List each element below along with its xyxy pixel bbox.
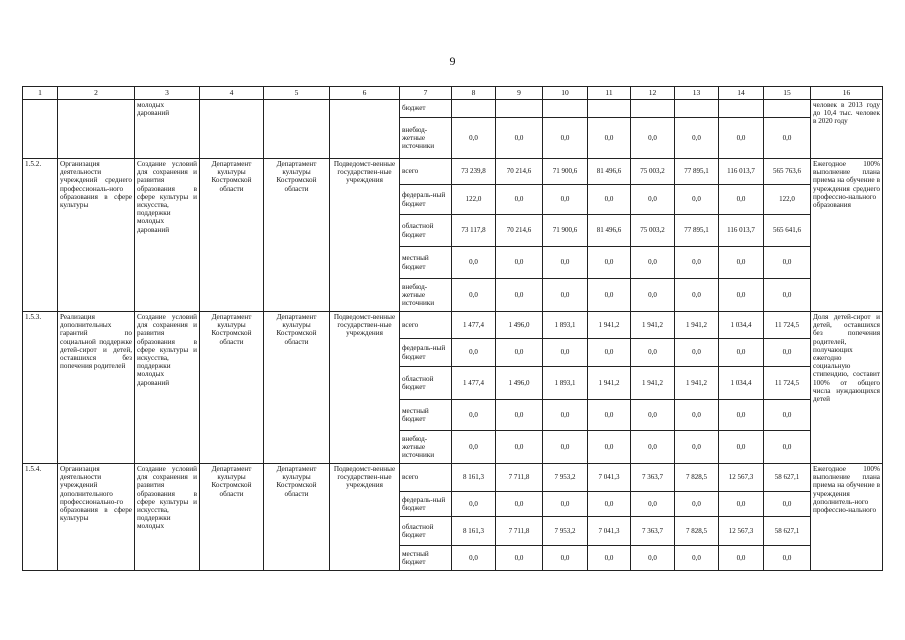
amount-cell: 11 724,5 xyxy=(764,312,811,339)
amount-cell: 0,0 xyxy=(719,492,764,517)
amount-cell: 0,0 xyxy=(543,185,588,215)
row-id xyxy=(23,100,58,159)
amount-cell: 0,0 xyxy=(675,400,719,431)
table-row xyxy=(23,464,883,492)
amount-cell: 81 496,6 xyxy=(588,215,631,247)
amount-cell: 0,0 xyxy=(631,431,675,464)
funding-source: местный бюджет xyxy=(400,400,452,431)
amount-cell: 1 034,4 xyxy=(719,367,764,400)
amount-cell: 0,0 xyxy=(496,279,543,312)
column-header: 1 xyxy=(23,87,58,100)
customer: Департамент культуры Костромской области xyxy=(200,159,264,312)
amount-cell: 7 953,2 xyxy=(543,464,588,492)
amount-cell: 0,0 xyxy=(675,279,719,312)
amount-cell xyxy=(764,100,811,118)
amount-cell: 0,0 xyxy=(675,339,719,367)
participants: Подведомст-венные государствен-ные учреждения xyxy=(330,312,400,464)
amount-cell xyxy=(631,100,675,118)
amount-cell: 0,0 xyxy=(631,118,675,159)
amount-cell: 0,0 xyxy=(631,247,675,279)
funding-source: внебюд-жетные источники xyxy=(400,118,452,159)
amount-cell: 0,0 xyxy=(588,279,631,312)
amount-cell: 565 641,6 xyxy=(764,215,811,247)
amount-cell: 7 828,5 xyxy=(675,464,719,492)
amount-cell: 0,0 xyxy=(675,431,719,464)
event-name: Организация деятельности учреждений дополнительного профессионально-го образования в сфере культуры xyxy=(58,464,135,571)
amount-cell: 7 711,8 xyxy=(496,517,543,546)
funding-source: областной бюджет xyxy=(400,517,452,546)
expected-result: Ежегодное 100% выполнение плана приема на обучение в учреждения среднего профессио-нального образования xyxy=(811,159,883,312)
participants: Подведомст-венные государствен-ные учреждения xyxy=(330,464,400,571)
amount-cell: 1 496,0 xyxy=(496,367,543,400)
amount-cell: 0,0 xyxy=(764,339,811,367)
amount-cell xyxy=(543,100,588,118)
amount-cell: 0,0 xyxy=(588,185,631,215)
customer xyxy=(200,100,264,159)
funding-source: областной бюджет xyxy=(400,215,452,247)
amount-cell: 0,0 xyxy=(764,546,811,571)
column-header: 16 xyxy=(811,87,883,100)
amount-cell: 1 496,0 xyxy=(496,312,543,339)
amount-cell: 565 763,6 xyxy=(764,159,811,185)
table-row xyxy=(23,159,883,185)
amount-cell: 1 941,2 xyxy=(631,367,675,400)
amount-cell: 81 496,6 xyxy=(588,159,631,185)
amount-cell: 1 477,4 xyxy=(452,312,496,339)
amount-cell: 0,0 xyxy=(496,546,543,571)
executor xyxy=(264,100,330,159)
amount-cell: 0,0 xyxy=(543,118,588,159)
amount-cell: 0,0 xyxy=(588,492,631,517)
amount-cell: 0,0 xyxy=(588,546,631,571)
funding-source: федераль-ный бюджет xyxy=(400,185,452,215)
amount-cell: 0,0 xyxy=(631,279,675,312)
amount-cell: 1 941,2 xyxy=(588,312,631,339)
amount-cell: 11 724,5 xyxy=(764,367,811,400)
amount-cell: 0,0 xyxy=(719,185,764,215)
column-header: 10 xyxy=(543,87,588,100)
amount-cell: 0,0 xyxy=(764,400,811,431)
header-row xyxy=(23,87,883,100)
amount-cell xyxy=(452,100,496,118)
amount-cell: 58 627,1 xyxy=(764,517,811,546)
amount-cell: 0,0 xyxy=(452,118,496,159)
amount-cell: 0,0 xyxy=(452,431,496,464)
event-goal: Создание условий для сохранения и развития образования в сфере культуры и искусства, поддержки молодых xyxy=(135,464,200,571)
amount-cell: 0,0 xyxy=(588,431,631,464)
amount-cell: 75 003,2 xyxy=(631,215,675,247)
amount-cell: 1 893,1 xyxy=(543,312,588,339)
amount-cell: 0,0 xyxy=(675,546,719,571)
amount-cell: 0,0 xyxy=(631,400,675,431)
amount-cell: 0,0 xyxy=(719,247,764,279)
amount-cell: 7 828,5 xyxy=(675,517,719,546)
page-number: 9 xyxy=(449,54,456,68)
amount-cell: 73 117,8 xyxy=(452,215,496,247)
amount-cell: 70 214,6 xyxy=(496,215,543,247)
column-header: 7 xyxy=(400,87,452,100)
amount-cell: 77 895,1 xyxy=(675,215,719,247)
amount-cell: 1 477,4 xyxy=(452,367,496,400)
funding-source: областной бюджет xyxy=(400,367,452,400)
column-header: 12 xyxy=(631,87,675,100)
amount-cell: 0,0 xyxy=(719,546,764,571)
amount-cell: 0,0 xyxy=(719,279,764,312)
amount-cell: 0,0 xyxy=(543,247,588,279)
column-header: 13 xyxy=(675,87,719,100)
event-goal: Создание условий для сохранения и развития образования в сфере культуры и искусства, поддержки молодых дарований xyxy=(135,159,200,312)
amount-cell: 0,0 xyxy=(764,247,811,279)
amount-cell: 0,0 xyxy=(631,339,675,367)
column-header: 3 xyxy=(135,87,200,100)
executor: Департамент культуры Костромской области xyxy=(264,312,330,464)
amount-cell: 7 041,3 xyxy=(588,464,631,492)
participants: Подведомст-венные государствен-ные учреждения xyxy=(330,159,400,312)
amount-cell: 0,0 xyxy=(631,546,675,571)
amount-cell: 7 041,3 xyxy=(588,517,631,546)
amount-cell: 1 941,2 xyxy=(631,312,675,339)
amount-cell: 0,0 xyxy=(452,546,496,571)
customer: Департамент культуры Костромской области xyxy=(200,312,264,464)
amount-cell: 0,0 xyxy=(631,492,675,517)
funding-source: бюджет xyxy=(400,100,452,118)
amount-cell: 0,0 xyxy=(719,431,764,464)
executor: Департамент культуры Костромской области xyxy=(264,159,330,312)
amount-cell xyxy=(496,100,543,118)
row-id: 1.5.4. xyxy=(23,464,58,571)
column-header: 15 xyxy=(764,87,811,100)
amount-cell: 0,0 xyxy=(719,339,764,367)
column-header: 8 xyxy=(452,87,496,100)
amount-cell: 0,0 xyxy=(543,279,588,312)
amount-cell: 0,0 xyxy=(719,118,764,159)
funding-source: местный бюджет xyxy=(400,247,452,279)
funding-source: всего xyxy=(400,464,452,492)
amount-cell: 0,0 xyxy=(719,400,764,431)
amount-cell: 75 003,2 xyxy=(631,159,675,185)
amount-cell: 0,0 xyxy=(764,431,811,464)
amount-cell: 7 711,8 xyxy=(496,464,543,492)
column-header: 11 xyxy=(588,87,631,100)
funding-source: федераль-ный бюджет xyxy=(400,492,452,517)
funding-source: местный бюджет xyxy=(400,546,452,571)
amount-cell: 0,0 xyxy=(675,492,719,517)
amount-cell: 1 893,1 xyxy=(543,367,588,400)
row-id: 1.5.2. xyxy=(23,159,58,312)
amount-cell: 0,0 xyxy=(452,492,496,517)
event-goal: Создание условий для сохранения и развития образования в сфере культуры и искусства, поддержки молодых дарований xyxy=(135,312,200,464)
event-goal: молодых дарований xyxy=(135,100,200,159)
amount-cell: 116 013,7 xyxy=(719,159,764,185)
amount-cell: 77 895,1 xyxy=(675,159,719,185)
amount-cell: 0,0 xyxy=(588,247,631,279)
row-id: 1.5.3. xyxy=(23,312,58,464)
amount-cell: 0,0 xyxy=(452,279,496,312)
event-name xyxy=(58,100,135,159)
amount-cell: 0,0 xyxy=(452,247,496,279)
amount-cell: 0,0 xyxy=(452,339,496,367)
column-header: 5 xyxy=(264,87,330,100)
amount-cell: 73 239,8 xyxy=(452,159,496,185)
amount-cell: 0,0 xyxy=(543,546,588,571)
amount-cell: 116 013,7 xyxy=(719,215,764,247)
amount-cell: 1 034,4 xyxy=(719,312,764,339)
amount-cell: 71 900,6 xyxy=(543,159,588,185)
amount-cell: 12 567,3 xyxy=(719,464,764,492)
amount-cell: 0,0 xyxy=(496,339,543,367)
amount-cell: 0,0 xyxy=(543,492,588,517)
amount-cell: 0,0 xyxy=(764,118,811,159)
amount-cell: 0,0 xyxy=(496,431,543,464)
event-name: Организация деятельности учреждений среднего профессиональ-ного образования в сфере культуры xyxy=(58,159,135,312)
expected-result: Доля детей-сирот и детей, оставшихся без попечения родителей, получающих ежегодно социальную стипендию, составит 100% от общего числа нуждающихся детей xyxy=(811,312,883,464)
amount-cell: 0,0 xyxy=(588,339,631,367)
amount-cell: 12 567,3 xyxy=(719,517,764,546)
amount-cell: 0,0 xyxy=(543,400,588,431)
amount-cell xyxy=(719,100,764,118)
table-row xyxy=(23,100,883,118)
executor: Департамент культуры Костромской области xyxy=(264,464,330,571)
amount-cell: 0,0 xyxy=(631,185,675,215)
column-header: 4 xyxy=(200,87,264,100)
column-header: 2 xyxy=(58,87,135,100)
amount-cell: 122,0 xyxy=(452,185,496,215)
funding-source: внебюд-жетные источники xyxy=(400,431,452,464)
expected-result: человек в 2013 году до 10,4 тыс. человек в 2020 году xyxy=(811,100,883,159)
amount-cell: 0,0 xyxy=(588,400,631,431)
amount-cell: 0,0 xyxy=(588,118,631,159)
funding-source: всего xyxy=(400,159,452,185)
amount-cell: 58 627,1 xyxy=(764,464,811,492)
amount-cell: 8 161,3 xyxy=(452,517,496,546)
amount-cell: 0,0 xyxy=(496,185,543,215)
amount-cell: 0,0 xyxy=(675,118,719,159)
amount-cell: 71 900,6 xyxy=(543,215,588,247)
table-row xyxy=(23,312,883,339)
column-header: 6 xyxy=(330,87,400,100)
amount-cell: 0,0 xyxy=(496,247,543,279)
amount-cell: 0,0 xyxy=(675,185,719,215)
amount-cell: 70 214,6 xyxy=(496,159,543,185)
amount-cell: 0,0 xyxy=(675,247,719,279)
amount-cell: 0,0 xyxy=(764,279,811,312)
amount-cell: 1 941,2 xyxy=(588,367,631,400)
column-header: 14 xyxy=(719,87,764,100)
amount-cell xyxy=(588,100,631,118)
funding-source: внебюд-жетные источники xyxy=(400,279,452,312)
amount-cell: 0,0 xyxy=(764,492,811,517)
amount-cell: 0,0 xyxy=(496,492,543,517)
program-table xyxy=(22,86,883,571)
amount-cell: 0,0 xyxy=(543,339,588,367)
participants xyxy=(330,100,400,159)
amount-cell: 7 363,7 xyxy=(631,517,675,546)
customer: Департамент культуры Костромской области xyxy=(200,464,264,571)
amount-cell: 122,0 xyxy=(764,185,811,215)
amount-cell: 1 941,2 xyxy=(675,312,719,339)
expected-result: Ежегодное 100% выполнение плана приема на обучение в учреждения дополнитель-ного профессио-нального xyxy=(811,464,883,571)
amount-cell: 8 161,3 xyxy=(452,464,496,492)
amount-cell: 7 363,7 xyxy=(631,464,675,492)
amount-cell xyxy=(675,100,719,118)
funding-source: федераль-ный бюджет xyxy=(400,339,452,367)
amount-cell: 1 941,2 xyxy=(675,367,719,400)
event-name: Реализация дополнительных гарантий по социальной поддержке детей-сирот и детей, оставшихся без попечения родителей xyxy=(58,312,135,464)
amount-cell: 0,0 xyxy=(496,118,543,159)
amount-cell: 0,0 xyxy=(496,400,543,431)
amount-cell: 7 953,2 xyxy=(543,517,588,546)
column-header: 9 xyxy=(496,87,543,100)
amount-cell: 0,0 xyxy=(452,400,496,431)
amount-cell: 0,0 xyxy=(543,431,588,464)
funding-source: всего xyxy=(400,312,452,339)
